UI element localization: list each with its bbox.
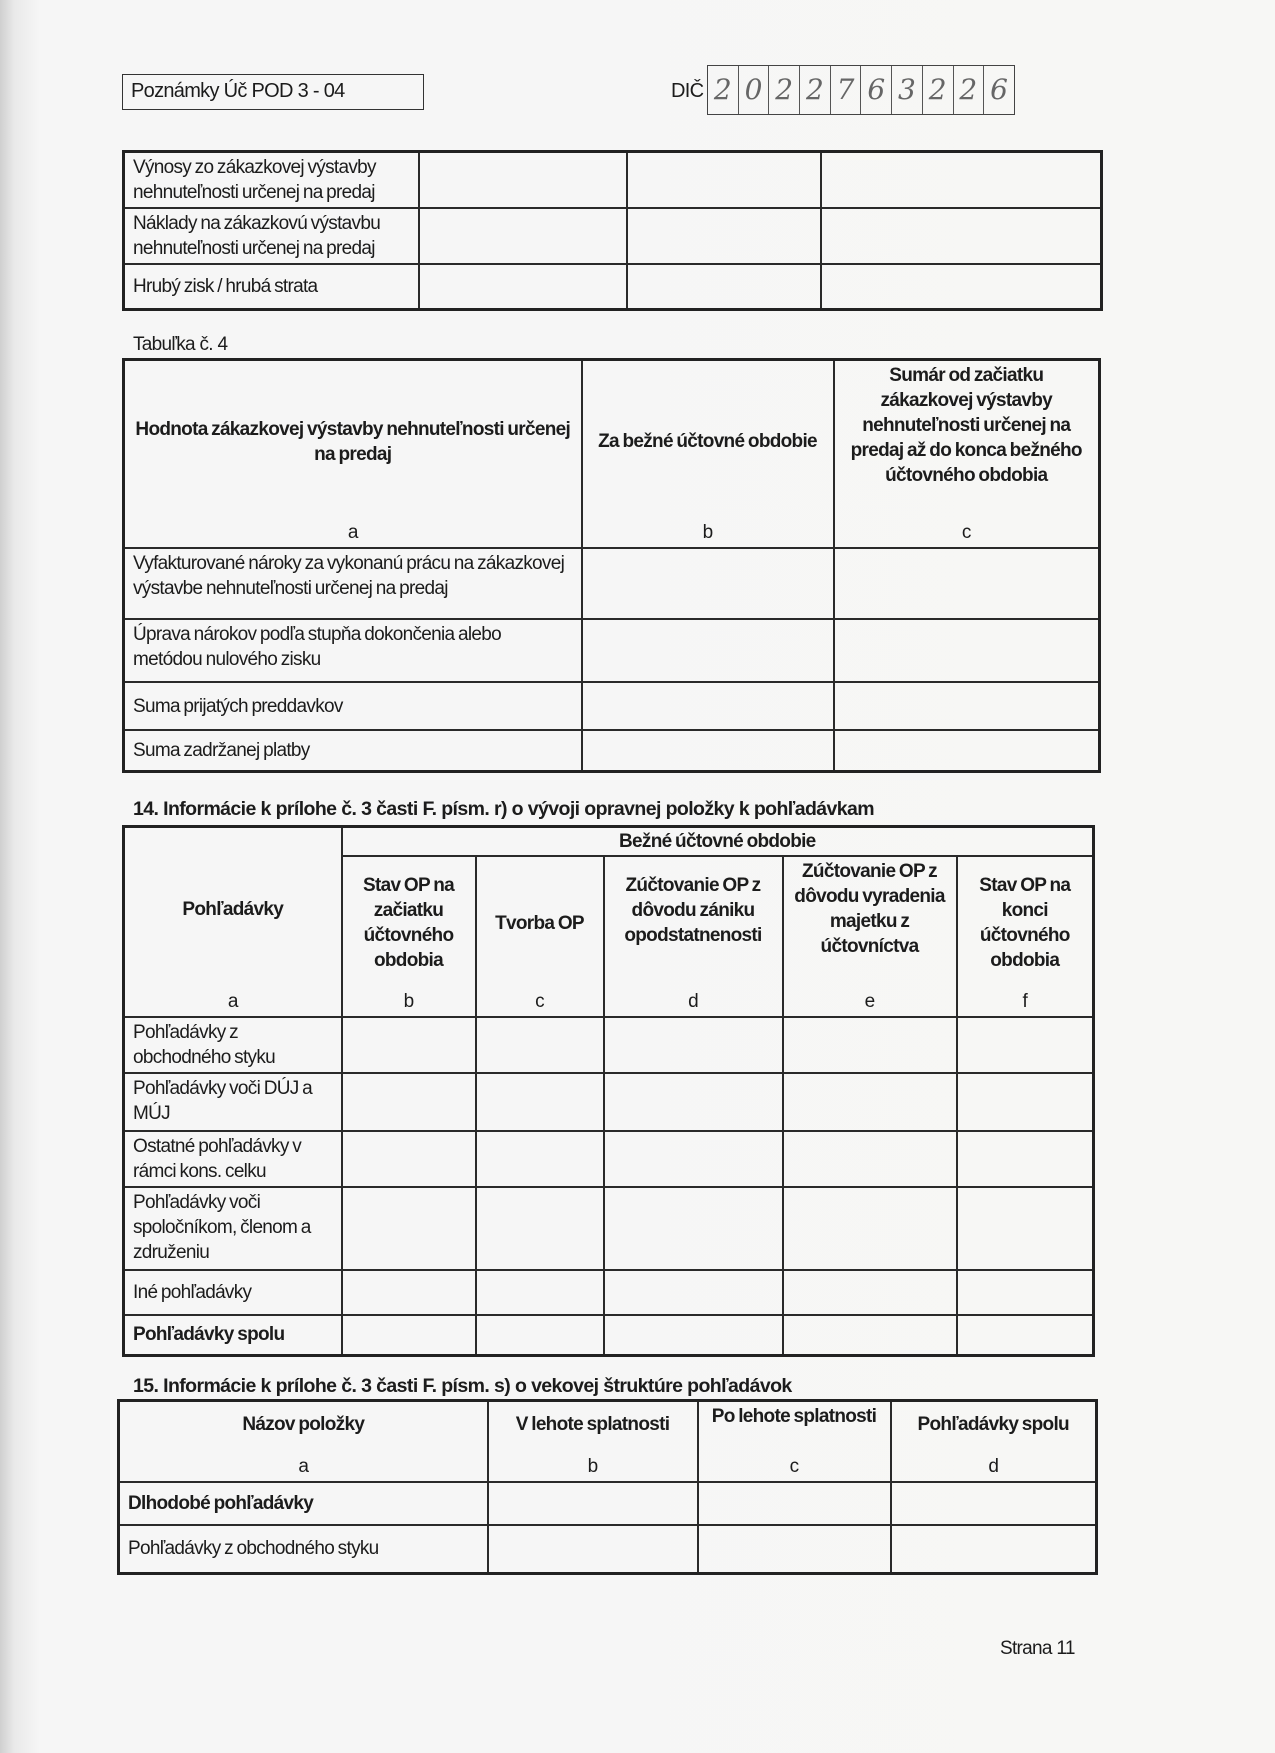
col-letter: b	[403, 991, 414, 1012]
value-cell[interactable]	[834, 730, 1100, 771]
row-label: Pohľadávky z obchodného styku	[119, 1525, 488, 1573]
value-cell[interactable]	[834, 682, 1100, 730]
dic-digit: 2	[954, 66, 985, 114]
value-cell[interactable]	[342, 1017, 476, 1073]
page-number: Strana 11	[1000, 1638, 1075, 1659]
value-cell[interactable]	[821, 208, 1102, 264]
dic-digit: 0	[739, 66, 770, 114]
col-letter: e	[864, 991, 875, 1012]
value-cell[interactable]	[476, 1187, 604, 1270]
col-header: Sumár od začiatku zákazkovej výstavby nehnuteľnosti určenej na predaj až do konca bežného účtovného obdobia	[850, 365, 1082, 486]
col-header: Stav OP na začiatku účtovného obdobia	[363, 874, 454, 971]
value-cell[interactable]	[627, 152, 821, 209]
value-cell[interactable]	[627, 264, 821, 309]
value-cell[interactable]	[957, 1270, 1094, 1315]
col-letter: c	[961, 522, 971, 543]
dic-digit: 6	[990, 73, 1008, 106]
value-cell[interactable]	[891, 1482, 1097, 1525]
col-letter: d	[688, 991, 698, 1012]
value-cell[interactable]	[604, 1187, 783, 1270]
col-letter: a	[227, 991, 238, 1012]
value-cell[interactable]	[582, 619, 834, 682]
dic-field[interactable]	[707, 65, 1015, 115]
col-header: Za bežné účtovné obdobie	[598, 431, 817, 452]
value-cell[interactable]	[604, 1270, 783, 1315]
value-cell[interactable]	[476, 1131, 604, 1187]
col-header: Zúčtovanie OP z dôvodu vyradenia majetku z účtovníctva	[794, 860, 945, 957]
value-cell[interactable]	[476, 1270, 604, 1315]
row-label: Náklady na zákazkovú výstavbu nehnuteľnosti určenej na predaj	[124, 208, 419, 264]
dic-label: DIČ	[671, 80, 704, 102]
col-letter: b	[702, 522, 713, 543]
group-header: Bežné účtovné obdobie	[342, 827, 1094, 856]
value-cell[interactable]	[476, 1017, 604, 1073]
row-label: Pohľadávky voči DÚJ a MÚJ	[124, 1073, 342, 1131]
form-code-box: Poznámky Úč POD 3 - 04	[122, 74, 424, 110]
value-cell[interactable]	[419, 152, 627, 209]
value-cell[interactable]	[834, 548, 1100, 619]
value-cell[interactable]	[783, 1073, 957, 1131]
value-cell[interactable]	[476, 1073, 604, 1131]
value-cell[interactable]	[342, 1315, 476, 1355]
value-cell[interactable]	[419, 264, 627, 309]
value-cell[interactable]	[627, 208, 821, 264]
value-cell[interactable]	[604, 1315, 783, 1355]
value-cell[interactable]	[476, 1315, 604, 1355]
col-letter: b	[587, 1456, 598, 1477]
value-cell[interactable]	[891, 1525, 1097, 1573]
col-letter: c	[535, 991, 544, 1012]
col-letter: a	[347, 522, 358, 543]
row-label: Pohľadávky z obchodného styku	[124, 1017, 342, 1073]
row-label: Suma zadržanej platby	[124, 730, 582, 771]
dic-digit: 6	[861, 66, 892, 114]
col-letter: f	[1022, 991, 1028, 1012]
value-cell[interactable]	[834, 619, 1100, 682]
value-cell[interactable]	[488, 1482, 698, 1525]
section-14-title: 14. Informácie k prílohe č. 3 časti F. písm. r) o vývoji opravnej položky k pohľadávkam	[133, 798, 874, 820]
row-label: Vyfakturované nároky za vykonanú prácu na zákazkovej výstavbe nehnuteľnosti určenej na predaj	[124, 548, 582, 619]
row-label: Suma prijatých preddavkov	[124, 682, 582, 730]
value-cell[interactable]	[604, 1017, 783, 1073]
dic-digit: 2	[769, 66, 800, 114]
dic-digit: 2	[708, 66, 739, 114]
col-header: Stav OP na konci účtovného obdobia	[979, 874, 1071, 971]
col-header: Hodnota zákazkovej výstavby nehnuteľnosti určenej na predaj	[135, 418, 571, 465]
value-cell[interactable]	[582, 730, 834, 771]
dic-digit: 2	[923, 66, 954, 114]
value-cell[interactable]	[342, 1270, 476, 1315]
value-cell[interactable]	[783, 1187, 957, 1270]
value-cell[interactable]	[488, 1525, 698, 1573]
value-cell[interactable]	[604, 1073, 783, 1131]
value-cell[interactable]	[342, 1073, 476, 1131]
col-header: Zúčtovanie OP z dôvodu zániku opodstatnenosti	[624, 874, 762, 946]
col-header: V lehote splatnosti	[515, 1414, 670, 1435]
row-label: Ostatné pohľadávky v rámci kons. celku	[124, 1131, 342, 1187]
value-cell[interactable]	[698, 1482, 891, 1525]
allowance-table	[122, 825, 1095, 1357]
value-cell[interactable]	[783, 1017, 957, 1073]
table4-caption: Tabuľka č. 4	[133, 334, 228, 355]
age-structure-table	[117, 1399, 1098, 1575]
value-cell[interactable]	[342, 1187, 476, 1270]
value-cell[interactable]	[783, 1270, 957, 1315]
value-cell[interactable]	[957, 1017, 1094, 1073]
value-cell[interactable]	[957, 1131, 1094, 1187]
col-header: Tvorba OP	[495, 913, 584, 935]
value-cell[interactable]	[821, 152, 1102, 209]
value-cell[interactable]	[957, 1315, 1094, 1355]
value-cell[interactable]	[342, 1131, 476, 1187]
value-cell[interactable]	[582, 548, 834, 619]
value-cell[interactable]	[957, 1187, 1094, 1270]
dic-digit: 2	[800, 66, 831, 114]
dic-digit: 7	[831, 66, 862, 114]
dic-digit: 3	[892, 66, 923, 114]
value-cell[interactable]	[698, 1525, 891, 1573]
col-header: Pohľadávky	[182, 899, 284, 920]
value-cell[interactable]	[821, 264, 1102, 309]
col-letter: a	[298, 1456, 309, 1477]
value-cell[interactable]	[783, 1131, 957, 1187]
section-15-title: 15. Informácie k prílohe č. 3 časti F. písm. s) o vekovej štruktúre pohľadávok	[133, 1375, 792, 1397]
construction-revenue-table	[122, 150, 1103, 311]
col-letter: c	[789, 1456, 799, 1477]
value-cell[interactable]	[783, 1315, 957, 1355]
value-cell[interactable]	[582, 682, 834, 730]
col-letter: d	[988, 1456, 999, 1477]
col-header: Pohľadávky spolu	[917, 1414, 1069, 1435]
table-4	[122, 358, 1101, 773]
value-cell[interactable]	[957, 1073, 1094, 1131]
col-header: Po lehote splatnosti	[711, 1406, 877, 1427]
value-cell[interactable]	[604, 1131, 783, 1187]
row-label: Úprava nárokov podľa stupňa dokončenia alebo metódou nulového zisku	[124, 619, 582, 682]
row-label: Iné pohľadávky	[124, 1270, 342, 1315]
value-cell[interactable]	[419, 208, 627, 264]
col-header: Názov položky	[242, 1414, 365, 1435]
row-label: Pohľadávky voči spoločníkom, členom a združeniu	[124, 1187, 342, 1270]
row-label: Výnosy zo zákazkovej výstavby nehnuteľnosti určenej na predaj	[124, 152, 419, 209]
row-label: Hrubý zisk / hrubá strata	[124, 264, 419, 309]
row-label: Dlhodobé pohľadávky	[119, 1482, 488, 1525]
total-row-label: Pohľadávky spolu	[124, 1315, 342, 1355]
